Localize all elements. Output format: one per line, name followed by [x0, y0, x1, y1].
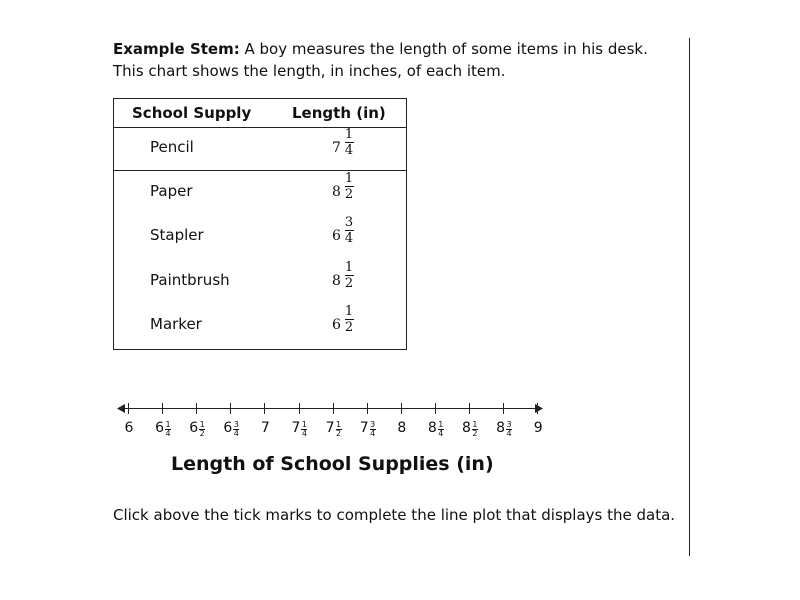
tick-label-whole: 7 [325, 420, 335, 436]
tick-label-whole: 7 [260, 420, 270, 436]
length-fraction [344, 215, 354, 246]
table-header [114, 99, 406, 128]
tick-label [292, 420, 308, 438]
tick-label-fraction: $\frac{3}{4}$ [506, 420, 512, 438]
tick-label-whole: 6 [155, 420, 165, 436]
stem-label: Example Stem: [113, 40, 240, 58]
tick-mark[interactable] [162, 403, 163, 414]
tick-mark[interactable] [128, 403, 129, 414]
tick-mark[interactable] [196, 403, 197, 414]
length-whole: 6 [332, 317, 341, 333]
tick-label-fraction: $\frac{1}{2}$ [472, 420, 478, 438]
tick-label-whole: 7 [291, 420, 301, 436]
header-length: Length (in) [292, 104, 386, 122]
fraction-denominator: 2 [344, 187, 354, 202]
tick-label-fraction: $\frac{1}{2}$ [336, 420, 342, 438]
fraction-denominator: 4 [344, 143, 354, 158]
table-row [114, 303, 406, 347]
fraction-numerator: 1 [344, 127, 354, 142]
number-line-axis [125, 408, 537, 409]
tick-label [534, 420, 543, 438]
tick-mark[interactable] [435, 403, 436, 414]
table-row [114, 214, 406, 258]
tick-label-fraction: $\frac{3}{4}$ [370, 420, 376, 438]
arrow-right-icon [535, 404, 543, 413]
tick-label-whole: 8 [397, 420, 407, 436]
question-stem [113, 38, 683, 82]
tick-label-whole: 6 [189, 420, 199, 436]
tick-label [155, 420, 171, 438]
supply-name: Pencil [150, 138, 194, 156]
tick-mark[interactable] [333, 403, 334, 414]
line-plot-title: Length of School Supplies (in) [171, 453, 494, 475]
supply-length-table [113, 98, 407, 350]
header-school-supply: School Supply [132, 104, 252, 122]
tick-label [428, 420, 444, 438]
fraction-numerator: 1 [344, 260, 354, 275]
tick-mark[interactable] [469, 403, 470, 414]
tick-mark[interactable] [537, 403, 538, 414]
length-fraction [344, 171, 354, 202]
arrow-left-icon [117, 404, 125, 413]
tick-label [261, 420, 270, 438]
right-divider [689, 38, 690, 556]
supply-name: Marker [150, 315, 202, 333]
tick-label-whole: 8 [496, 420, 506, 436]
fraction-denominator: 2 [344, 276, 354, 291]
tick-label [397, 420, 406, 438]
supply-name: Paper [150, 182, 193, 200]
tick-label [360, 420, 376, 438]
stem-text: A boy measures the length of some items in his desk. This chart shows the length, in inches, of each item. [113, 40, 648, 80]
tick-label-whole: 6 [124, 420, 134, 436]
tick-label-whole: 8 [427, 420, 437, 436]
tick-mark[interactable] [264, 403, 265, 414]
tick-label-whole: 8 [462, 420, 471, 436]
tick-mark[interactable] [503, 403, 504, 414]
tick-label [326, 420, 342, 438]
tick-mark[interactable] [401, 403, 402, 414]
length-whole: 8 [332, 184, 341, 200]
tick-label [125, 420, 134, 438]
fraction-denominator: 2 [344, 320, 354, 335]
fraction-denominator: 4 [344, 231, 354, 246]
length-fraction [344, 304, 354, 335]
tick-label-fraction: $\frac{1}{4}$ [165, 420, 171, 438]
tick-label-fraction: $\frac{1}{4}$ [438, 420, 444, 438]
table-row [114, 126, 406, 170]
tick-label-fraction: $\frac{1}{4}$ [301, 420, 308, 438]
tick-label-whole: 9 [533, 420, 543, 436]
tick-label [462, 420, 478, 438]
supply-name: Stapler [150, 226, 204, 244]
tick-label-fraction: $\frac{3}{4}$ [233, 420, 239, 438]
fraction-numerator: 3 [344, 215, 354, 230]
line-plot-number-line [115, 398, 555, 438]
length-fraction [344, 260, 354, 291]
fraction-numerator: 1 [344, 171, 354, 186]
tick-label-whole: 6 [223, 420, 233, 436]
length-whole: 8 [332, 273, 341, 289]
tick-mark[interactable] [230, 403, 231, 414]
instructions-text: Click above the tick marks to complete the line plot that displays the data. [113, 506, 676, 524]
tick-label-whole: 7 [359, 420, 369, 436]
fraction-numerator: 1 [344, 304, 354, 319]
table-row [114, 259, 406, 303]
length-whole: 6 [332, 228, 341, 244]
tick-label-fraction: $\frac{1}{2}$ [199, 420, 205, 438]
table-row [114, 170, 406, 214]
tick-mark[interactable] [367, 403, 368, 414]
tick-label [496, 420, 512, 438]
tick-label [223, 420, 239, 438]
tick-mark[interactable] [299, 403, 300, 414]
length-whole: 7 [332, 140, 341, 156]
supply-name: Paintbrush [150, 271, 230, 289]
tick-label [189, 420, 205, 438]
length-fraction [344, 127, 354, 158]
